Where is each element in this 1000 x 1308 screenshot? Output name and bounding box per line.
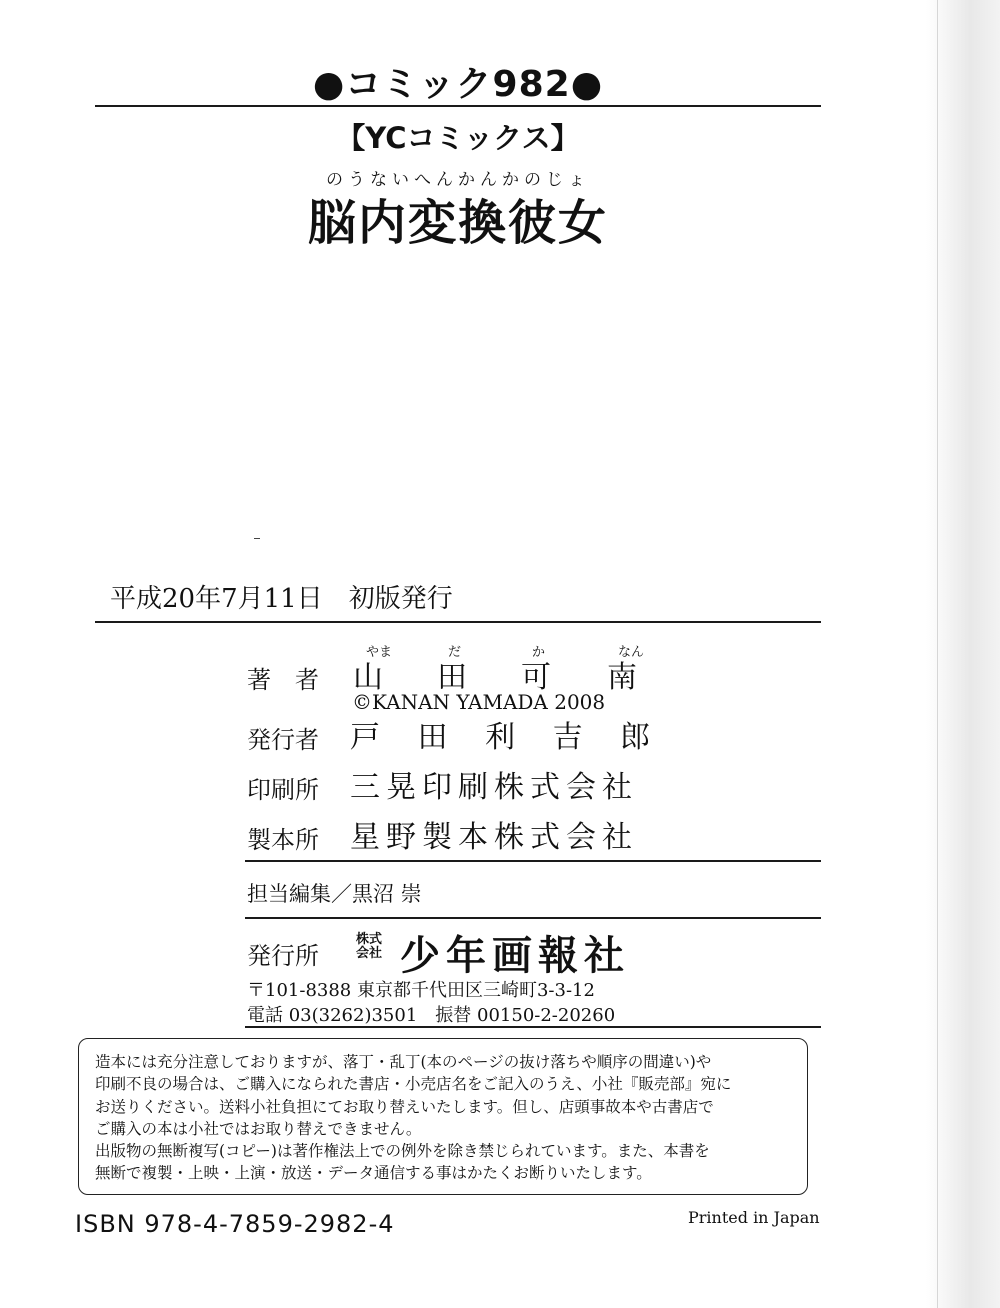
printed-in-japan: Printed in Japan xyxy=(688,1208,820,1227)
author-ruby-1: やま xyxy=(366,645,393,660)
publisher-label: 発行所 xyxy=(247,942,319,970)
notice-line: 印刷不良の場合は、ご購入になられた書店・小売店名をご記入のうえ、小社『販売部』宛に xyxy=(95,1075,732,1094)
publisher-address: 〒101-8388 東京都千代田区三崎町3-3-12 xyxy=(247,980,595,1001)
title-ruby: のうないへんかんかのじょ xyxy=(326,170,590,190)
publisher-person-label: 発行者 xyxy=(247,726,319,754)
binder-label: 製本所 xyxy=(247,826,319,854)
copyright: ©KANAN YAMADA 2008 xyxy=(352,690,606,714)
divider xyxy=(95,105,821,107)
divider xyxy=(245,860,821,862)
kabushiki-kaisha-mark xyxy=(352,933,386,961)
author-name-char-1: 山 xyxy=(353,660,389,695)
divider xyxy=(245,917,821,919)
author-name-char-3: 可 xyxy=(521,660,557,695)
page-edge-line xyxy=(937,0,938,1308)
notice-line: ご購入の本は小社ではお取り替えできません。 xyxy=(95,1119,422,1138)
publisher-phone: 電話 03(3262)3501 振替 00150-2-20260 xyxy=(247,1005,616,1026)
author-name-char-4: 南 xyxy=(607,660,643,695)
printer-name: 三晃印刷株式会社 xyxy=(350,770,638,805)
series-label: ●コミック982● xyxy=(312,64,604,105)
author-ruby-4: なん xyxy=(618,645,645,660)
kabushiki-line-2: 会社 xyxy=(355,946,382,961)
publisher-person-name: 戸 田 利 吉 郎 xyxy=(350,720,665,755)
notice-line: 無断で複製・上映・上演・放送・データ通信する事はかたくお断りいたします。 xyxy=(95,1164,652,1183)
divider xyxy=(245,1026,821,1028)
book-title: 脳内変換彼女 xyxy=(307,195,608,251)
notice-line: 出版物の無断複写(コピー)は著作権法上での例外を除き禁じられています。また、本書を xyxy=(95,1142,710,1161)
editor-credit: 担当編集／黒沼 崇 xyxy=(247,882,422,906)
binder-name: 星野製本株式会社 xyxy=(350,820,638,855)
kabushiki-line-1: 株式 xyxy=(355,932,382,947)
isbn: ISBN 978-4-7859-2982-4 xyxy=(75,1210,395,1238)
imprint-label: 【YCコミックス】 xyxy=(336,121,580,155)
author-label: 著 者 xyxy=(247,666,319,694)
author-ruby-2: だ xyxy=(448,645,462,660)
publisher-name: 少年画報社 xyxy=(400,933,630,979)
notice-line: 造本には充分注意しておりますが、落丁・乱丁(本のページの抜け落ちや順序の間違い)や xyxy=(95,1053,712,1071)
author-name-char-2: 田 xyxy=(437,660,473,695)
notice-line: お送りください。送料小社負担にてお取り替えいたします。但し、店頭事故本や古書店で xyxy=(95,1097,714,1116)
divider xyxy=(95,621,821,623)
stray-mark xyxy=(254,538,260,539)
publication-date: 平成20年7月11日 初版発行 xyxy=(110,584,453,614)
notice-box xyxy=(78,1038,808,1195)
printer-label: 印刷所 xyxy=(247,776,319,804)
author-ruby-3: か xyxy=(532,645,546,660)
